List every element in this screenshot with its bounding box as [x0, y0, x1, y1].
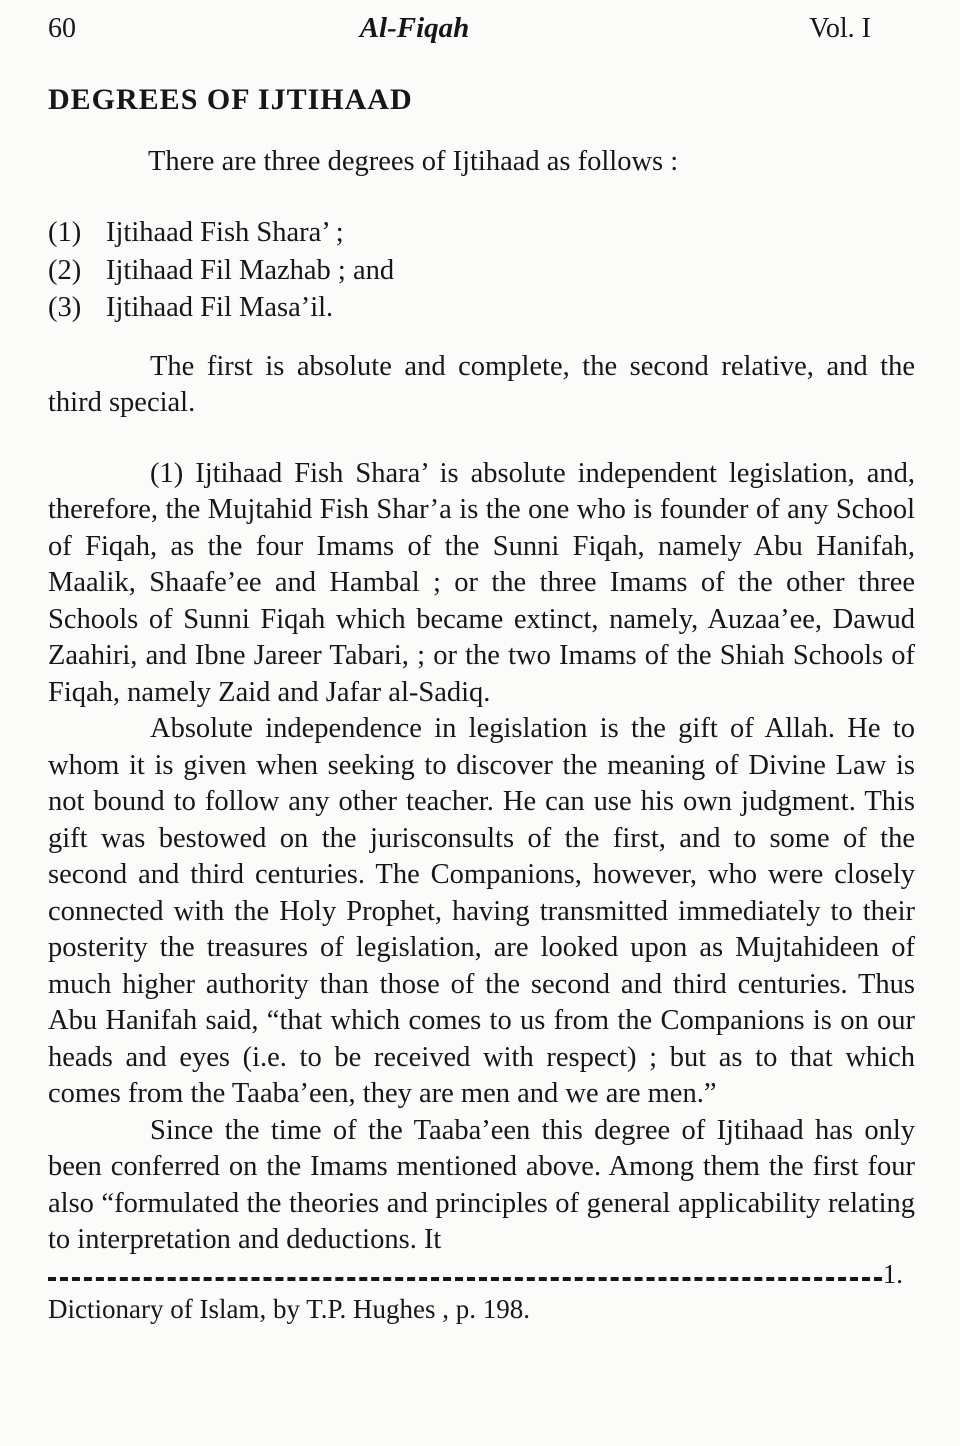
book-title: Al-Fiqah: [359, 12, 470, 44]
footnote-divider: [48, 1259, 903, 1290]
degrees-list: [48, 214, 915, 327]
footnote-text: Dictionary of Islam, by T.P. Hughes , p. 198.: [48, 1293, 530, 1324]
list-item-marker: (2): [48, 254, 82, 286]
divider-dashes-rule: [48, 1277, 882, 1281]
list-item: [48, 252, 915, 290]
paragraph-summary: The first is absolute and complete, the second relative, and the third special.: [48, 350, 915, 418]
footnote-marker: 1.: [882, 1258, 903, 1289]
paragraph-fish-shara: (1) Ijtihaad Fish Shara’ is absolute independent legislation, and, therefore, the Mujtahid Fish Shar’a is the one who is founder of any School of Fiqah, as the four Imams of the Sunni Fiqah, namely Abu Hanifah, Maalik, Shaafe’ee and Hambal ; or the three Imams of the other three Schools of Sunni Fiqah which became extinct, namely, Auzaa’ee, Dawud Zaahiri, and Ibne Jareer Tabari, ; or the two Imams of the Shiah Schools of Fiqah, namely Zaid and Jafar al-Sadiq.: [48, 457, 915, 708]
paragraph-independence: Absolute independence in legislation is the gift of Allah. He to whom it is given when seeking to discover the meaning of Divine Law is not bound to follow any other teacher. He can use his own judgment. This gift was bestowed on the jurisconsults of the first, and to some of the second and third centuries. The Companions, however, who were closely connected with the Holy Prophet, having transmitted immediately to their posterity the treasures of legislation, are looked upon as Mujtahideen of much higher authority than those of the second and third centuries. Thus Abu Hanifah said, “that which comes to us from the Companions is on our heads and eyes (i.e. to be received with respect) ; but as to that which comes from the Taaba’een, they are men and we are men.”: [48, 713, 915, 1109]
paragraph-since-taabaeen: Since the time of the Taaba’een this degree of Ijtihaad has only been conferred on the Imams mentioned above. Among them the first four also “formulated the theories and principles of general applicability relating to interpretation and deductions. It: [48, 1114, 915, 1255]
list-item: [48, 214, 915, 252]
page-number: 60: [48, 13, 76, 44]
list-item-label: Ijtihaad Fil Masa’il.: [106, 292, 334, 323]
running-header: [48, 10, 915, 47]
intro-line: There are three degrees of Ijtihaad as follows :: [148, 146, 679, 177]
list-item-label: Ijtihaad Fish Shara’ ;: [106, 217, 344, 248]
list-item-marker: (1): [48, 217, 82, 248]
list-item: [48, 289, 915, 327]
list-item-marker: (3): [48, 292, 82, 323]
section-heading: DEGREES OF IJTIHAAD: [48, 83, 413, 116]
volume-label: Vol. I: [809, 13, 871, 44]
list-item-label: Ijtihaad Fil Mazhab ; and: [106, 254, 395, 286]
